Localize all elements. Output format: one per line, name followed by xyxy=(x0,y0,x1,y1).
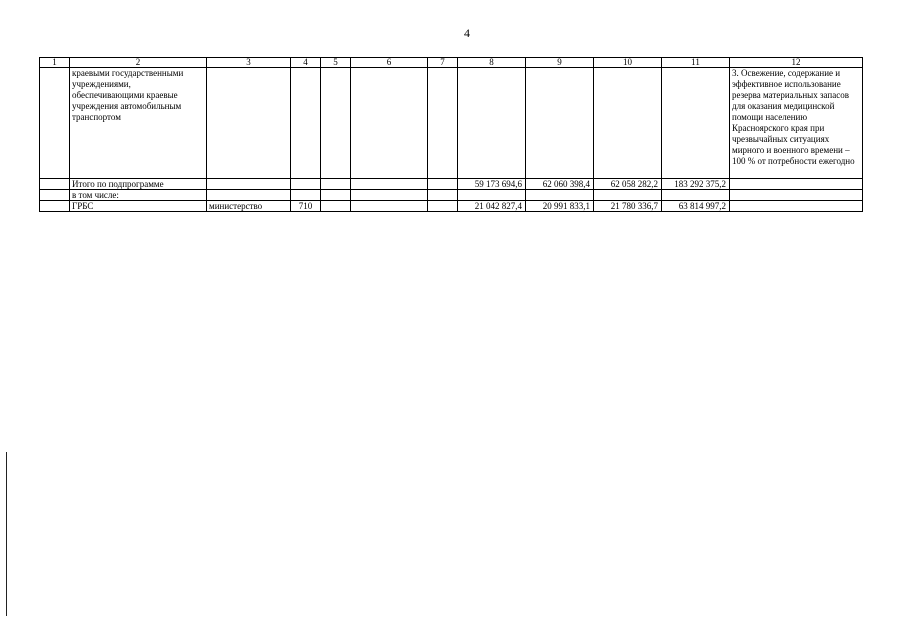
result-cell: 3. Освежение, содержание и эффективное использование резерва материальных запасов для оказания медицинской помощи населению Красноярского края при чрезвычайных ситуациях мирного и военного времени – 100 % от потребности ежегодно xyxy=(730,68,863,179)
table-cell xyxy=(730,179,863,190)
including-label: в том числе: xyxy=(70,190,207,201)
grbs-col10: 21 780 336,7 xyxy=(594,201,662,212)
table-cell xyxy=(291,68,321,179)
total-col9: 62 060 398,4 xyxy=(526,179,594,190)
table-cell xyxy=(351,179,428,190)
grbs-label: ГРБС xyxy=(70,201,207,212)
grbs-col4: 710 xyxy=(291,201,321,212)
table-cell xyxy=(526,68,594,179)
column-header: 11 xyxy=(662,58,730,68)
column-header: 1 xyxy=(40,58,70,68)
including-row xyxy=(40,190,863,201)
table-cell xyxy=(428,201,458,212)
table-cell xyxy=(40,179,70,190)
column-header: 8 xyxy=(458,58,526,68)
column-header: 4 xyxy=(291,58,321,68)
table-cell xyxy=(40,190,70,201)
table-row xyxy=(40,68,863,179)
table-cell xyxy=(351,68,428,179)
table-cell xyxy=(458,190,526,201)
table-cell xyxy=(428,190,458,201)
total-col8: 59 173 694,6 xyxy=(458,179,526,190)
column-header: 9 xyxy=(526,58,594,68)
table-cell xyxy=(662,68,730,179)
table-cell xyxy=(526,190,594,201)
total-row xyxy=(40,179,863,190)
table-cell xyxy=(730,201,863,212)
table-cell xyxy=(321,179,351,190)
table-cell xyxy=(291,179,321,190)
budget-table xyxy=(39,57,863,212)
column-header: 12 xyxy=(730,58,863,68)
total-col11: 183 292 375,2 xyxy=(662,179,730,190)
grbs-col3: министерство xyxy=(207,201,291,212)
grbs-col8: 21 042 827,4 xyxy=(458,201,526,212)
table-cell xyxy=(291,190,321,201)
table-cell xyxy=(40,68,70,179)
grbs-row xyxy=(40,201,863,212)
grbs-col11: 63 814 997,2 xyxy=(662,201,730,212)
table-cell xyxy=(458,68,526,179)
description-cell: краевыми государственными учреждениями, обеспечивающими краевые учреждения автомобильным транспортом xyxy=(70,68,207,179)
table-cell xyxy=(428,68,458,179)
column-header: 10 xyxy=(594,58,662,68)
table-cell xyxy=(207,190,291,201)
table-cell xyxy=(351,201,428,212)
column-header: 2 xyxy=(70,58,207,68)
column-header: 7 xyxy=(428,58,458,68)
table-cell xyxy=(730,190,863,201)
table-cell xyxy=(351,190,428,201)
table-cell xyxy=(428,179,458,190)
table-cell xyxy=(40,201,70,212)
table-cell xyxy=(594,68,662,179)
table-cell xyxy=(321,201,351,212)
column-header: 6 xyxy=(351,58,428,68)
table-cell xyxy=(207,179,291,190)
table-cell xyxy=(662,190,730,201)
column-header: 5 xyxy=(321,58,351,68)
header-row xyxy=(40,58,863,68)
page-number: 4 xyxy=(464,26,470,40)
table-cell xyxy=(207,68,291,179)
total-col10: 62 058 282,2 xyxy=(594,179,662,190)
grbs-col9: 20 991 833,1 xyxy=(526,201,594,212)
scan-edge-line xyxy=(6,452,7,616)
table-cell xyxy=(594,190,662,201)
column-header: 3 xyxy=(207,58,291,68)
table-cell xyxy=(321,68,351,179)
total-label: Итого по подпрограмме xyxy=(70,179,207,190)
table-cell xyxy=(321,190,351,201)
